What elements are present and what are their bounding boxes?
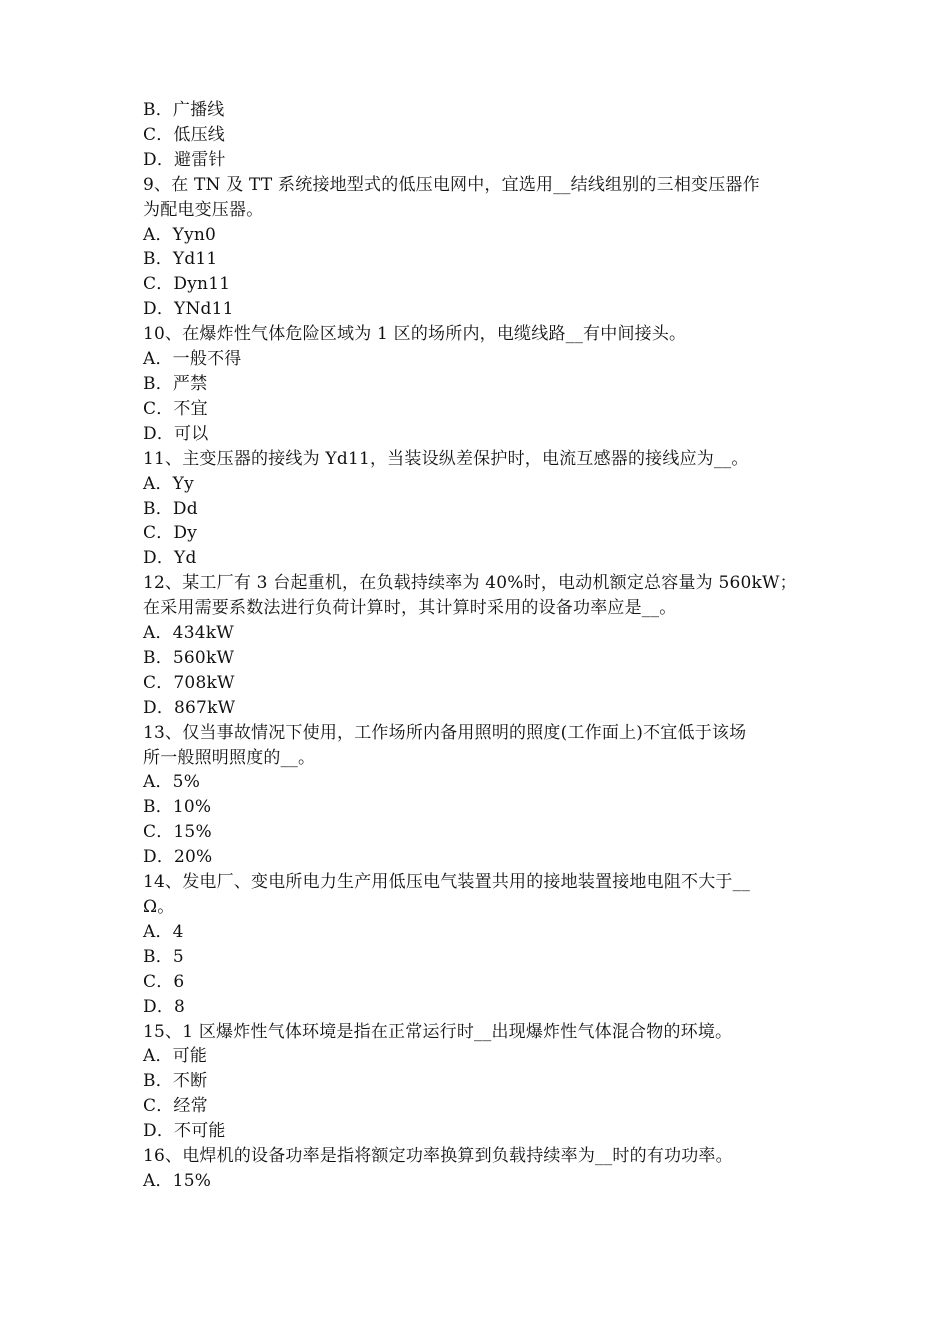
option-a: A．可能 xyxy=(143,1046,208,1067)
text-line: D．避雷针 xyxy=(143,149,226,170)
question-15: 15、1 区爆炸性气体环境是指在正常运行时__出现爆炸性气体混合物的环境。 xyxy=(143,1021,733,1042)
option-c: C．Dy xyxy=(143,523,198,544)
option-d: D．不可能 xyxy=(143,1121,226,1142)
option-c: C．15% xyxy=(143,822,212,843)
option-d: D．867kW xyxy=(143,697,236,718)
question-13-line-1: 13、仅当事故情况下使用，工作场所内备用照明的照度(工作面上)不宜低于该场 xyxy=(143,722,747,743)
question-12-line-1: 12、某工厂有 3 台起重机，在负载持续率为 40%时，电动机额定总容量为 560kW； xyxy=(143,573,797,594)
option-a: A．434kW xyxy=(143,623,234,644)
question-9-line-2: 为配电变压器。 xyxy=(143,199,264,220)
question-16: 16、电焊机的设备功率是指将额定功率换算到负载持续率为__时的有功功率。 xyxy=(143,1146,733,1167)
option-b: B．5 xyxy=(143,946,184,967)
option-a: A．4 xyxy=(143,921,184,942)
question-9-line-1: 9、在 TN 及 TT 系统接地型式的低压电网中，宜选用__结线组别的三相变压器作 xyxy=(143,174,760,195)
question-13-line-2: 所一般照明照度的__。 xyxy=(143,747,316,768)
option-d: D．20% xyxy=(143,847,213,868)
question-11: 11、主变压器的接线为 Yd11，当装设纵差保护时，电流互感器的接线应为__。 xyxy=(143,448,749,469)
question-12-line-2: 在采用需要系数法进行负荷计算时，其计算时采用的设备功率应是__。 xyxy=(143,598,677,619)
option-d: D．YNd11 xyxy=(143,299,234,320)
text-line: B．广播线 xyxy=(143,100,225,120)
option-b: B．不断 xyxy=(143,1071,208,1092)
text-line: C．低压线 xyxy=(143,124,226,145)
option-a: A．15% xyxy=(143,1170,212,1191)
option-b: B．严禁 xyxy=(143,373,208,394)
option-c: C．708kW xyxy=(143,672,235,693)
question-14-line-2: Ω。 xyxy=(143,897,175,917)
option-d: D．8 xyxy=(143,996,186,1017)
document-body xyxy=(143,98,813,1194)
option-b: B．Yd11 xyxy=(143,249,218,270)
option-d: D．Yd xyxy=(143,548,197,569)
option-c: C．Dyn11 xyxy=(143,274,231,295)
option-a: A．5% xyxy=(143,772,201,793)
option-d: D．可以 xyxy=(143,423,209,444)
option-c: C．经常 xyxy=(143,1096,208,1117)
option-a: A．Yyn0 xyxy=(143,224,217,245)
option-b: B．10% xyxy=(143,797,212,818)
option-c: C．不宜 xyxy=(143,398,208,419)
question-14-line-1: 14、发电厂、变电所电力生产用低压电气装置共用的接地装置接地电阻不大于__ xyxy=(143,872,751,893)
option-b: B．Dd xyxy=(143,498,198,519)
option-b: B．560kW xyxy=(143,647,235,668)
option-a: A．一般不得 xyxy=(143,349,242,370)
option-c: C．6 xyxy=(143,971,185,992)
option-a: A．Yy xyxy=(143,473,194,494)
question-10: 10、在爆炸性气体危险区域为 1 区的场所内，电缆线路__有中间接头。 xyxy=(143,324,687,345)
